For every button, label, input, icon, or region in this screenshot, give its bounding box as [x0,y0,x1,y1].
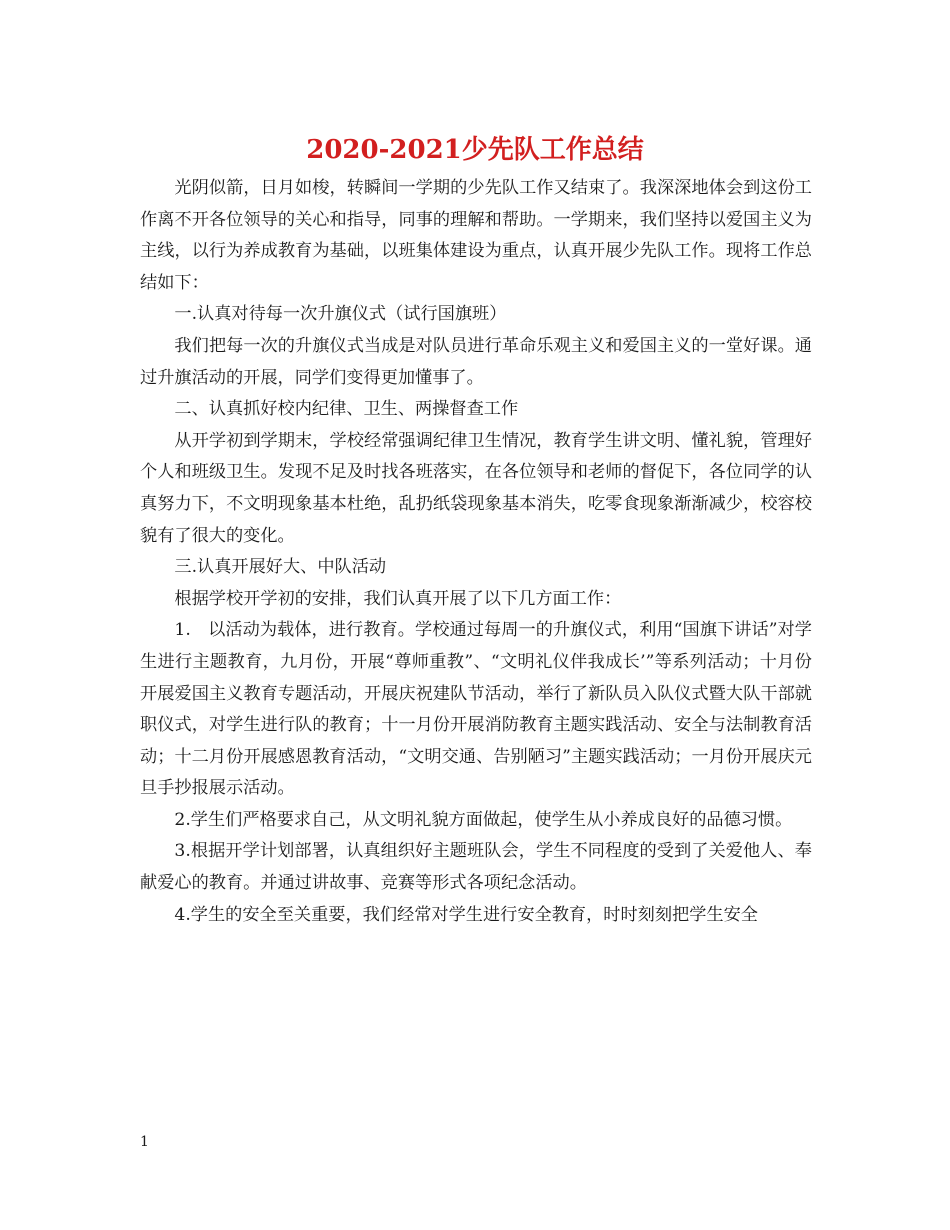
heading-activities: 三.认真开展好大、中队活动 [174,557,387,578]
heading-discipline: 二、认真抓好校内纪律、卫生、两操督查工作 [174,399,519,420]
document-title: 2020-2021少先队工作总结 [306,135,644,165]
paragraph-item-4: 4.学生的安全至关重要，我们经常对学生进行安全教育，时时刻刻把学生安全 [174,904,758,925]
document-body [140,173,812,931]
paragraph-intro: 光阴似箭，日月如梭，转瞬间一学期的少先队工作又结束了。我深深地体会到这份工作离不开各位领导的关心和指导，同事的理解和帮助。一学期来，我们坚持以爱国主义为主线，以行为养成教育为基础，以班集体建设为重点，认真开展少先队工作。现将工作总结如下： [140,178,812,293]
paragraph-item-3: 3.根据开学计划部署，认真组织好主题班队会，学生不同程度的受到了关爱他人、奉献爱心的教育。并通过讲故事、竞赛等形式各项纪念活动。 [140,841,812,894]
paragraph-activities-intro: 根据学校开学初的安排，我们认真开展了以下几方面工作： [174,588,622,609]
heading-flag-ceremony: 一.认真对待每一次升旗仪式（试行国旗班） [174,304,507,325]
page-number: 1 [140,1134,149,1150]
paragraph-item-2: 2.学生们严格要求自己，从文明礼貌方面做起，使学生从小养成良好的品德习惯。 [174,809,793,830]
paragraph-flag-ceremony: 我们把每一次的升旗仪式当成是对队员进行革命乐观主义和爱国主义的一堂好课。通过升旗活动的开展，同学们变得更加懂事了。 [140,335,812,388]
paragraph-discipline: 从开学初到学期末，学校经常强调纪律卫生情况，教育学生讲文明、懂礼貌，管理好个人和班级卫生。发现不足及时找各班落实，在各位领导和老师的督促下，各位同学的认真努力下，不文明现象基本杜绝，乱扔纸袋现象基本消失，吃零食现象渐渐减少，校容校貌有了很大的变化。 [140,430,812,546]
paragraph-item-1: 1. 以活动为载体，进行教育。学校通过每周一的升旗仪式，利用“国旗下讲话”对学生进行主题教育，九月份，开展“尊师重教”、“文明礼仪伴我成长’”等系列活动；十月份开展爱国主义教育专题活动，开展庆祝建队节活动，举行了新队员入队仪式暨大队干部就职仪式，对学生进行队的教育；十一月份开展消防教育主题实践活动、安全与法制教育活动；十二月份开展感恩教育活动，“文明交通、告别陋习”主题实践活动；一月份开展庆元旦手抄报展示活动。 [140,620,812,799]
